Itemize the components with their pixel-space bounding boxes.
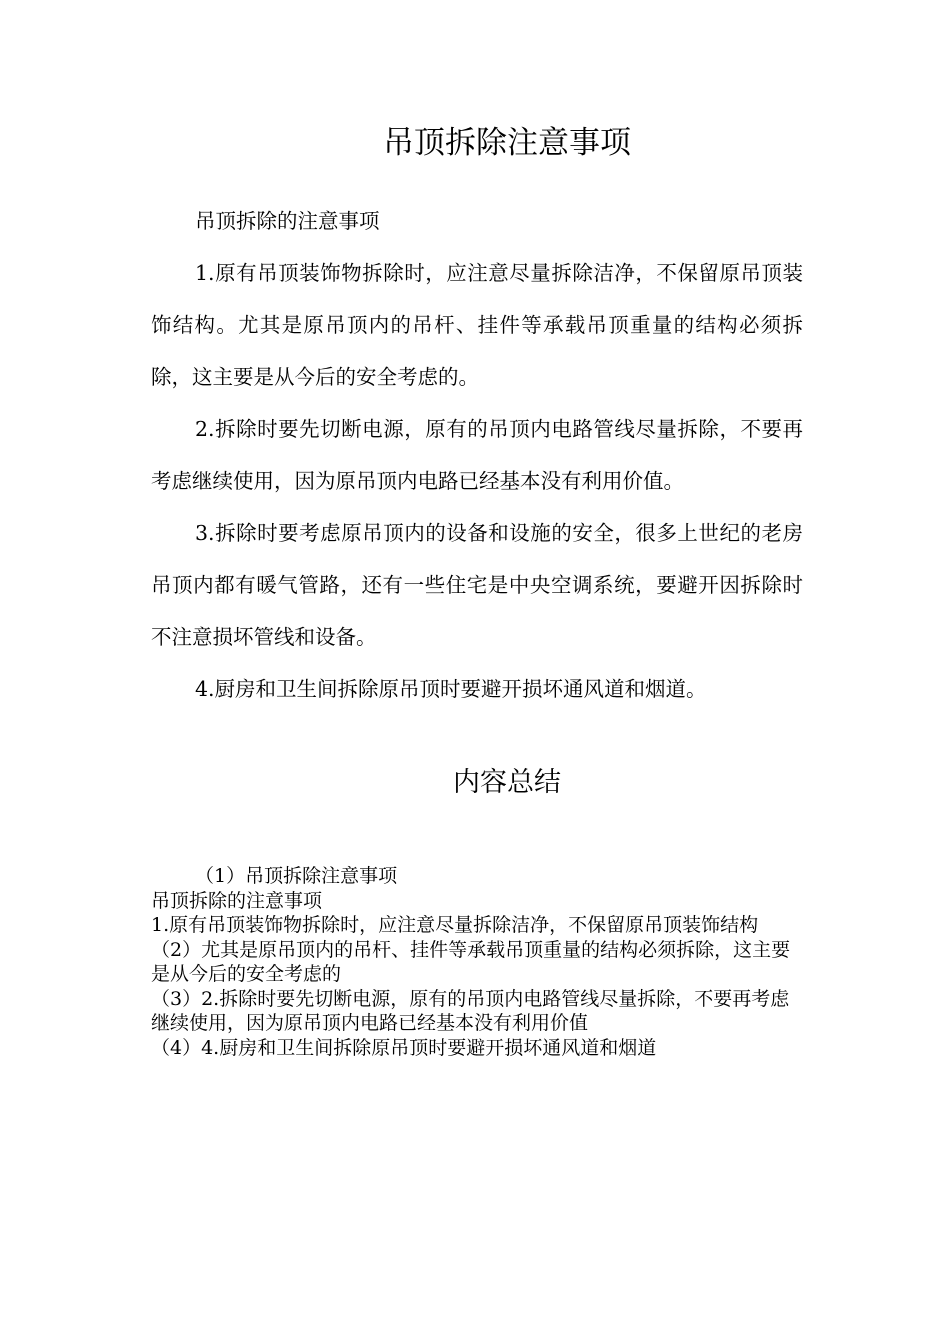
paragraph-3: 3.拆除时要考虑原吊顶内的设备和设施的安全，很多上世纪的老房吊顶内都有暖气管路，还有一些住宅是中央空调系统，要避开因拆除时不注意损坏管线和设备。 — [151, 521, 803, 649]
document-title: 吊顶拆除注意事项 — [383, 125, 631, 161]
paragraph-4: 4.厨房和卫生间拆除原吊顶时要避开损坏通风道和烟道。 — [195, 677, 707, 701]
document-body — [151, 195, 803, 715]
paragraph-2: 2.拆除时要先切断电源，原有的吊顶内电路管线尽量拆除，不要再考虑继续使用，因为原吊顶内电路已经基本没有利用价值。 — [151, 417, 803, 493]
summary-line-3: 1.原有吊顶装饰物拆除时，应注意尽量拆除洁净，不保留原吊顶装饰结构 — [151, 914, 759, 936]
summary-title: 内容总结 — [453, 767, 561, 798]
paragraph-1: 1.原有吊顶装饰物拆除时，应注意尽量拆除洁净，不保留原吊顶装饰结构。尤其是原吊顶内的吊杆、挂件等承载吊顶重量的结构必须拆除，这主要是从今后的安全考虑的。 — [151, 261, 803, 389]
summary-section — [151, 864, 803, 1060]
summary-line-4: （2）尤其是原吊顶内的吊杆、挂件等承载吊顶重量的结构必须拆除，这主要是从今后的安全考虑的 — [151, 938, 791, 985]
document-subtitle: 吊顶拆除的注意事项 — [195, 209, 380, 233]
summary-line-1: （1）吊顶拆除注意事项 — [195, 865, 398, 887]
summary-line-6: （4）4.厨房和卫生间拆除原吊顶时要避开损坏通风道和烟道 — [151, 1036, 657, 1059]
summary-line-5: （3）2.拆除时要先切断电源，原有的吊顶内电路管线尽量拆除，不要再考虑继续使用，因为原吊顶内电路已经基本没有利用价值 — [151, 987, 790, 1034]
summary-line-2: 吊顶拆除的注意事项 — [151, 889, 323, 912]
